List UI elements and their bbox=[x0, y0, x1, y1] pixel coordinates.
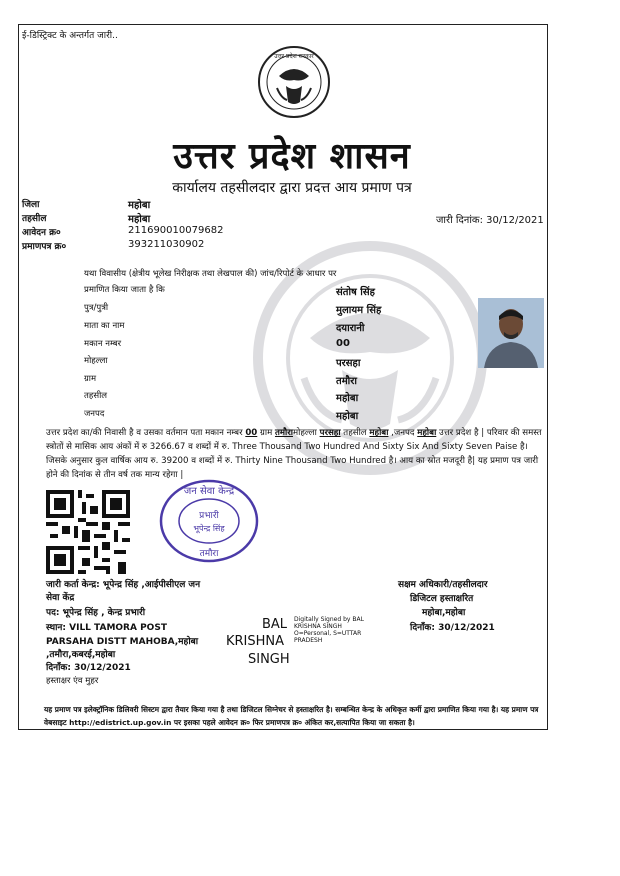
digital-sign-line-1: Digitally Signed by BAL bbox=[294, 616, 364, 623]
house-value: 00 bbox=[336, 338, 350, 349]
para-mohalla: परसहा bbox=[319, 428, 341, 438]
seal-top-text: जन सेवा केन्द्र bbox=[183, 486, 235, 497]
village-value: तमौरा bbox=[336, 376, 357, 387]
digital-sign-line-2: KRISHNA SINGH bbox=[294, 623, 342, 630]
district-label: जिला bbox=[22, 200, 40, 210]
certify-line-1: यथा विवासीय (क्षेत्रीय भूलेख निरीक्षक तथा लेखपाल की) जांच/रिपोर्ट के आधार पर bbox=[84, 269, 337, 279]
application-number: 211690010079682 bbox=[128, 225, 224, 236]
issue-date: जारी दिनांक: 30/12/2021 bbox=[436, 215, 544, 226]
parent-label: पुत्र/पुत्री bbox=[84, 303, 109, 313]
top-note: ई-डिस्ट्रिक्ट के अन्तर्गत जारी.. bbox=[22, 31, 118, 41]
income-statement-paragraph bbox=[46, 426, 542, 482]
para-village: तमौरा bbox=[274, 428, 293, 438]
para-text-5: ,जनपद bbox=[388, 428, 418, 438]
certificate-number: 393211030902 bbox=[128, 239, 205, 250]
signature-name-2: KRISHNA bbox=[226, 634, 285, 649]
house-label: मकान नम्बर bbox=[84, 339, 122, 349]
para-tehsil: महोबा bbox=[369, 428, 389, 438]
name-value: संतोष सिंह bbox=[336, 287, 375, 298]
footer-note: यह प्रमाण पत्र इलेक्ट्रॉनिक डिलिवरी सिस्टम द्वारा तैयार किया गया है तथा डिजिटल सिग्नेचर से हस्ताक्षरित है। सम्बन्धित केन्द्र के अधिकृत कर्मी द्वारा प्रमाणित किया गया है। यह प्रमाण पत्र वेबसाइट http://edistrict.up.gov.in पर इसका पहले आवेदन क्र० फिर प्रमाणपत्र क्र० अंकित कर,सत्यापित किया जा सकता है। bbox=[44, 705, 539, 727]
para-text-6: उत्तर प्रदेश है | परिवार की समस्त स्त्रोतों से मासिक आय अंकों में रु 3266.67 व शब्दों में रु. Three Thousand Two Hundred And Sixty Six And Sixty Seven Paise है। जिसके अनुसार कुल वार्षिक आय रु. 39200 व शब्दों में रु. Thirty Nine Thousand Two Hundred है। आय का स्रोत मजदूरी है| यह प्रमाण पत्र जारी होने की दिनांक से तीन वर्ष तक मान्य रहेगा | bbox=[46, 428, 542, 480]
issuer-line-5: PARSAHA DISTT MAHOBA,महोबा bbox=[46, 637, 199, 647]
issuer-line-3: पद: भूपेन्द्र सिंह , केन्द्र प्रभारी bbox=[46, 608, 146, 618]
para-text-1: उत्तर प्रदेश का/की निवासी है व उसका वर्तमान पता मकान नम्बर bbox=[46, 428, 246, 438]
district-row-label: जनपद bbox=[84, 409, 105, 419]
para-district: महोबा bbox=[417, 428, 437, 438]
authority-line-3: महोबा,महोबा bbox=[422, 608, 466, 618]
tehsil-value: महोबा bbox=[128, 214, 151, 225]
application-label: आवेदन क्र० bbox=[22, 228, 61, 238]
mother-label: माता का नाम bbox=[84, 321, 125, 331]
jan-seva-kendra-seal bbox=[150, 476, 268, 566]
authority-line-1: सक्षम अधिकारी/तहसीलदार bbox=[398, 580, 488, 590]
certificate-label: प्रमाणपत्र क्र० bbox=[22, 242, 67, 252]
district-row-value: महोबा bbox=[336, 411, 359, 422]
mother-value: दयारानी bbox=[336, 323, 365, 334]
digital-sign-line-3: O=Personal, S=UTTAR bbox=[294, 630, 362, 637]
seal-bottom-text: तमौरा bbox=[199, 549, 219, 559]
mohalla-label: मोहल्ला bbox=[84, 356, 108, 366]
up-government-emblem bbox=[257, 42, 331, 124]
page-subtitle: कार्यालय तहसीलदार द्वारा प्रदत्त आय प्रमाण पत्र bbox=[172, 180, 412, 196]
applicant-photo bbox=[478, 298, 544, 368]
mohalla-value: परसहा bbox=[336, 358, 361, 369]
issuer-signature-label: हस्ताक्षर एंव मुहर bbox=[46, 676, 99, 686]
para-text-2: ग्राम bbox=[257, 428, 275, 438]
tehsil-row-label: तहसील bbox=[84, 391, 108, 401]
issuer-line-4: स्थान: VILL TAMORA POST bbox=[46, 623, 167, 633]
seal-mid-text-2: भूपेन्द्र सिंह bbox=[193, 524, 225, 533]
page-title: उत्तर प्रदेश शासन bbox=[173, 135, 411, 177]
issuer-line-6: ,तमौरा,कबरई,महोबा bbox=[46, 650, 116, 660]
signature-name-3: SINGH bbox=[248, 652, 290, 667]
issuer-line-1: जारी कर्ता केन्द्र: भूपेन्द्र सिंह ,आईपीसीएल जन bbox=[46, 580, 201, 590]
tehsil-row-value: महोबा bbox=[336, 393, 359, 404]
qr-code-icon[interactable] bbox=[46, 490, 130, 574]
authority-line-2: डिजिटल हस्ताक्षरित bbox=[410, 594, 474, 604]
issuer-line-2: सेवा केंद्र bbox=[46, 593, 75, 603]
emblem-text: उत्तर प्रदेश सरकार bbox=[274, 53, 314, 60]
parent-value: मुलायम सिंह bbox=[336, 305, 382, 316]
village-label: ग्राम bbox=[84, 374, 97, 384]
para-text-4: तहसील bbox=[340, 428, 370, 438]
district-value: महोबा bbox=[128, 200, 151, 211]
signature-name-1: BAL bbox=[262, 617, 288, 632]
para-text-3: मोहल्ला bbox=[292, 428, 320, 438]
tehsil-label: तहसील bbox=[22, 214, 47, 224]
digital-sign-line-4: PRADESH bbox=[294, 637, 323, 644]
para-house-number: 00 bbox=[245, 428, 258, 438]
authority-date: दिनाँक: 30/12/2021 bbox=[410, 623, 495, 633]
seal-mid-text-1: प्रभारी bbox=[199, 511, 219, 521]
certify-line-2: प्रमाणित किया जाता है कि bbox=[84, 285, 165, 295]
issuer-date: दिनाँक: 30/12/2021 bbox=[46, 663, 131, 673]
